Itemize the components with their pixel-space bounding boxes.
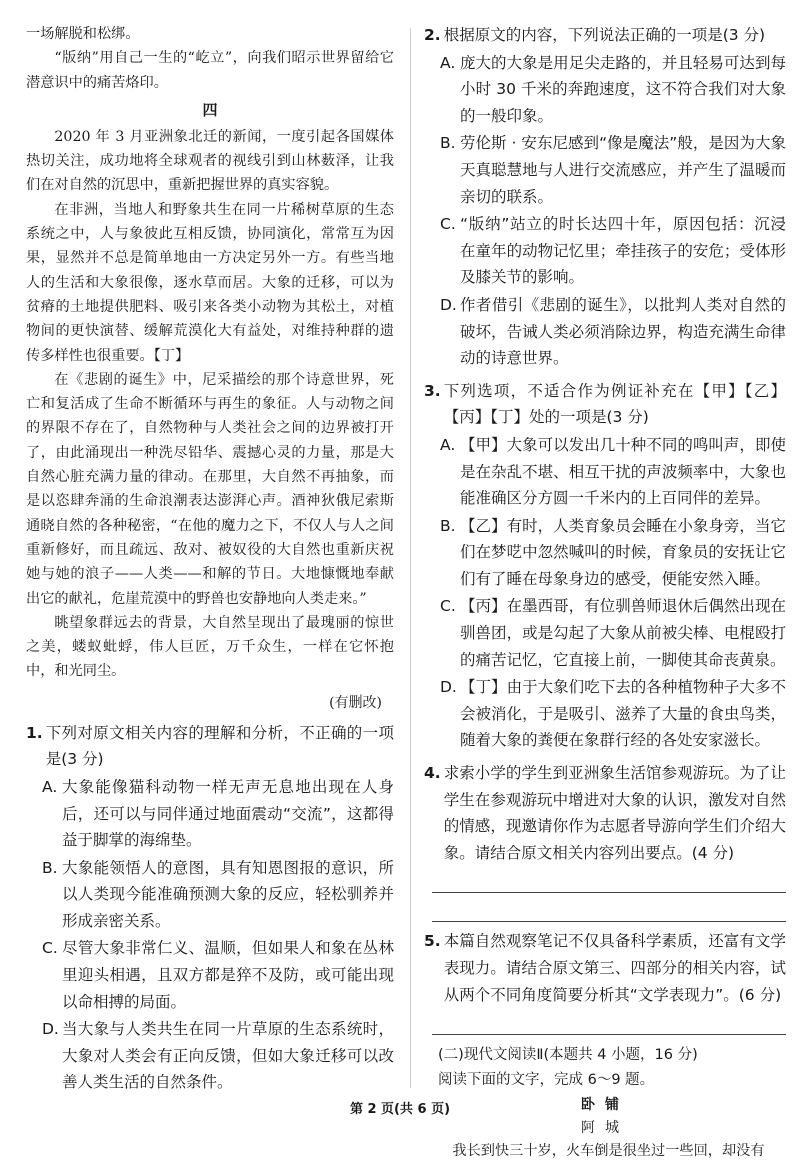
option-text: 大象能领悟人的意图，具有知恩图报的意识，所以人类现今能准确预测大象的反应，轻松驯养并形成亲密关系。 (62, 858, 394, 930)
paragraph: 在非洲，当地人和野象共生在同一片稀树草原的生态系统之中，人与象彼此互相反馈，协同演化，常常互为因果，显然并不总是简单地由一方决定另外一方。有些当地人的生活和大象很像，逐水草而居。大象的迁移，可以为贫瘠的土地提供肥料、吸引来各类小动物为其松土，对植物间的更快演替、缓解荒漠化大有益处，对维持种群的遗传多样性也很重要。【丁】 (26, 201, 394, 364)
option-letter: D. (42, 1020, 59, 1039)
option-text: 尽管大象非常仁义、温顺，但如果人和象在丛林里迎头相遇，且双方都是猝不及防，或可能出现以命相搏的局面。 (62, 939, 394, 1011)
option-letter: B. (42, 858, 58, 877)
question-2-stem (424, 22, 786, 49)
question-4-text: 求索小学的学生到亚洲象生活馆参观游玩。为了让学生在参观游玩中增进对大象的认识，激发对自然的情感，现邀请你作为志愿者导游向学生们介绍大象。请结合原文相关内容列出要点。(4 分) (443, 764, 786, 862)
question-3-stem (424, 378, 786, 431)
intro-paragraph-1: 一场解脱和松绑。 (26, 26, 140, 42)
option-d (440, 292, 786, 372)
option-text: 【甲】大象可以发出几十种不同的鸣叫声，即使是在杂乱不堪、相互干扰的声波频率中，大象也能准确区分方圆一千米内的上百同伴的差异。 (460, 435, 786, 508)
question-4-number: 4. (424, 764, 441, 783)
story-first-line: 我长到快三十岁，火车倒是很坐过一些回，却没有 (452, 1143, 765, 1160)
option-c (440, 593, 786, 673)
section-2-heading: (二)现代文阅读Ⅱ(本题共 4 小题，16 分) (438, 1047, 698, 1064)
option-text: “版纳”站立的时长达四十年，原因包括：沉浸在童年的动物记忆里；牵挂孩子的安危；受体形及膝关节的影响。 (460, 215, 786, 287)
answer-line[interactable] (432, 1034, 786, 1035)
source-note: (有删改) (329, 694, 382, 711)
option-text: 【丁】由于大象们吃下去的各种植物种子大多不会被消化，于是吸引、滋养了大量的食虫鸟类，随着大象的粪便在象群行经的各处安家滋长。 (460, 678, 786, 750)
option-letter: B. (440, 134, 456, 153)
question-4-stem (424, 760, 786, 866)
option-letter: A. (42, 777, 58, 796)
left-column (26, 22, 394, 1096)
story-author: 阿城 (581, 1120, 629, 1137)
right-column (424, 22, 786, 1163)
option-text: 作者借引《悲剧的诞生》，以批判人类对自然的破坏，告诫人类必须消除边界，构造充满生命律动的诗意世界。 (460, 295, 786, 368)
option-text: 劳伦斯 · 安东尼感到“像是魔法”般，是因为大象天真聪慧地与人进行交流感应，并产生了温暖而亲切的联系。 (460, 134, 786, 206)
option-letter: A. (440, 435, 456, 454)
option-text: 【乙】有时，人类育象员会睡在小象身旁，当它们在梦呓中忽然喊叫的时候，育象员的安抚让它们有了睡在母象身边的感受，便能安然入睡。 (460, 516, 786, 588)
option-text: 大象能像猫科动物一样无声无息地出现在人身后，还可以与同伴通过地面震动“交流”，这都得益于脚掌的海绵垫。 (62, 777, 394, 850)
question-1-number: 1. (26, 723, 43, 742)
answer-line[interactable] (432, 892, 786, 893)
option-d (42, 1016, 394, 1096)
option-c (42, 935, 394, 1015)
option-letter: C. (42, 939, 58, 958)
option-letter: C. (440, 597, 456, 616)
question-2-text: 根据原文的内容，下列说法正确的一项是(3 分) (443, 26, 766, 44)
option-text: 【丙】在墨西哥，有位驯兽师退休后偶然出现在驯兽团，或是勾起了大象从前被尖棒、电棍殴打的痛苦记忆，它直接上前，一脚使其命丧黄泉。 (460, 597, 786, 669)
paragraph: 眺望象群远去的背景，大自然呈现出了最瑰丽的惊世之美，蝼蚁蚍蜉，伟人巨匠，万千众生，一样在它怀抱中，和光同尘。 (26, 614, 394, 680)
option-letter: A. (440, 53, 456, 72)
question-5 (424, 928, 786, 1035)
question-5-stem (424, 928, 786, 1008)
option-a (42, 774, 394, 854)
option-b (440, 513, 786, 593)
option-text: 庞大的大象是用足尖走路的，并且轻易可达到每小时 30 千米的奔跑速度，这不符合我们对大象的一般印象。 (460, 53, 786, 125)
paragraph: 在《悲剧的诞生》中，尼采描绘的那个诗意世界，死亡和复活成了生命不断循环与再生的象征。人与动物之间的界限不存在了，自然物种与人类社会之间的边界被打开了，由此涌现出一种洗尽铅华、震撼心灵的力量，那是大自然心脏充满力量的律动。在那里，大自然不再抽象，而是以恣肆奔涌的生命浪潮表达澎湃心声。酒神狄俄尼索斯通晓自然的各种秘密，“在他的魔力之下，不仅人与人之间重新修好，而且疏远、敌对、被奴役的大自然也重新庆祝她与她的浪子——人类——和解的节日。大地慷慨地奉献出它的献礼，危崖荒漠中的野兽也安静地向人类走来。” (26, 371, 394, 607)
question-1-text: 下列对原文相关内容的理解和分析，不正确的一项是(3 分) (45, 723, 394, 769)
option-b (440, 130, 786, 210)
option-text: 当大象与人类共生在同一片草原的生态系统时，大象对人类会有正向反馈，但如大象迁移可以改善人类生活的自然条件。 (62, 1020, 394, 1092)
page-footer: 第 2 页(共 6 页) (349, 1102, 451, 1117)
question-5-text: 本篇自然观察笔记不仅具备科学素质，还富有文学表现力。请结合原文第三、四部分的相关内容，试从两个不同角度简要分析其“文学表现力”。(6 分) (443, 932, 786, 1004)
option-letter: D. (440, 295, 457, 314)
option-a (440, 432, 786, 512)
question-1-stem (26, 720, 394, 773)
question-2-number: 2. (424, 26, 441, 44)
intro-paragraph-2: “版纳”用自己一生的“屹立”，向我们昭示世界留给它潜意识中的痛苦烙印。 (26, 50, 394, 91)
story-title: 卧铺 (581, 1097, 629, 1114)
question-3-number: 3. (424, 381, 441, 400)
option-letter: C. (440, 215, 456, 234)
answer-line[interactable] (432, 921, 786, 922)
question-3-text: 下列选项，不适合作为例证补充在【甲】【乙】【丙】【丁】处的一项是(3 分) (443, 381, 786, 427)
question-3 (424, 378, 786, 754)
option-letter: B. (440, 516, 456, 535)
question-1 (26, 720, 394, 1096)
option-c (440, 211, 786, 291)
section-title: 四 (202, 100, 218, 119)
question-4 (424, 760, 786, 922)
question-2 (424, 22, 786, 372)
question-5-number: 5. (424, 932, 441, 951)
paragraph: 2020 年 3 月亚洲象北迁的新闻，一度引起各国媒体热切关注，成功地将全球观者的视线引到山林薮泽，让我们在对自然的沉思中，重新把握世界的真实容貌。 (26, 128, 394, 194)
option-a (440, 50, 786, 130)
option-letter: D. (440, 678, 457, 697)
column-divider (410, 28, 411, 1088)
option-b (42, 855, 394, 935)
option-d (440, 674, 786, 754)
section-2-instruction: 阅读下面的文字，完成 6～9 题。 (438, 1072, 655, 1089)
